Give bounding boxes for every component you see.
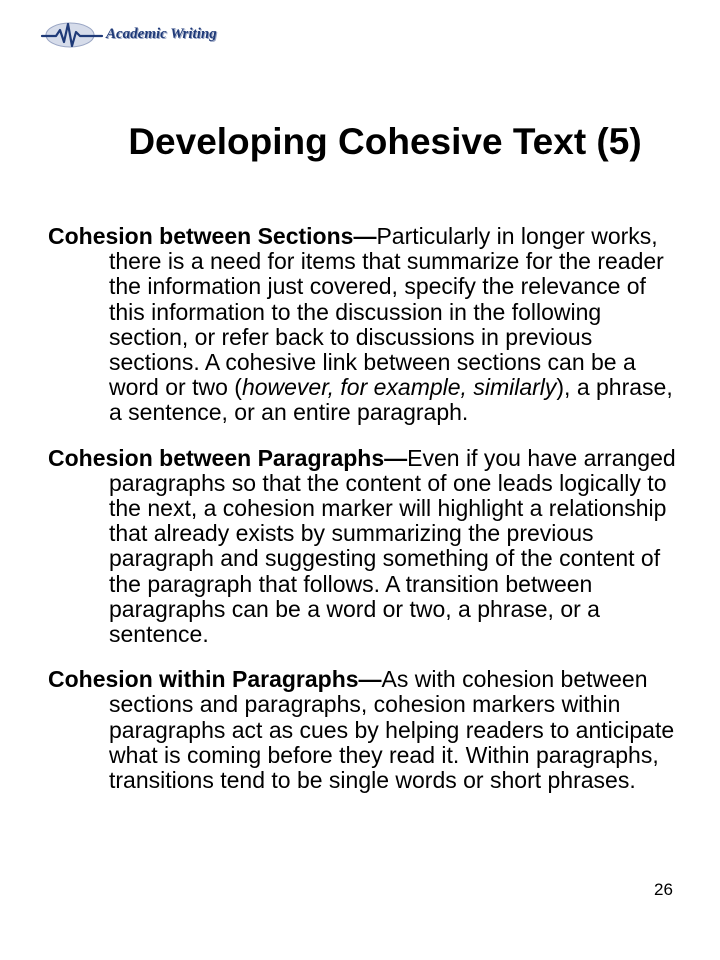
section-paragraph [48, 446, 678, 648]
header-title: Academic Writing [106, 26, 217, 42]
section-text: As with cohesion between sections and paragraphs, cohesion markers within paragraphs act as cues by helping readers to anticipate what is coming before they read it. Within paragraphs, transitions tend to be single words or short phrases. [109, 666, 675, 794]
section-lead: Cohesion between Sections— [48, 223, 377, 249]
section-text: Even if you have arranged paragraphs so that the content of one leads logically to the next, a cohesion marker will highlight a relationship that already exists by summarizing the previous paragraph and suggesting something of the content of the paragraph that follows. A transition between paragraphs can be a word or two, a phrase, or a sentence. [109, 444, 676, 648]
section-paragraph [48, 667, 678, 793]
section-text-end: ), a phrase, a sentence, or an entire paragraph. [109, 374, 673, 426]
page-number: 26 [654, 880, 673, 899]
heartbeat-wave-logo-icon [40, 20, 104, 50]
main-content [48, 224, 678, 813]
section-text: Particularly in longer works, there is a need for items that summarize for the reader the information just covered, specify the relevance of this information to the discussion in the following section, or refer back to discussions in previous sections. A cohesive link between sections can be a word or two ( [109, 223, 664, 401]
section-paragraph [48, 224, 678, 426]
page-title: Developing Cohesive Text (5) [128, 121, 642, 162]
header [40, 18, 260, 54]
section-lead: Cohesion between Paragraphs— [48, 444, 408, 471]
section-lead: Cohesion within Paragraphs— [48, 666, 382, 693]
section-italic-examples: however, for example, similarly [241, 374, 557, 401]
